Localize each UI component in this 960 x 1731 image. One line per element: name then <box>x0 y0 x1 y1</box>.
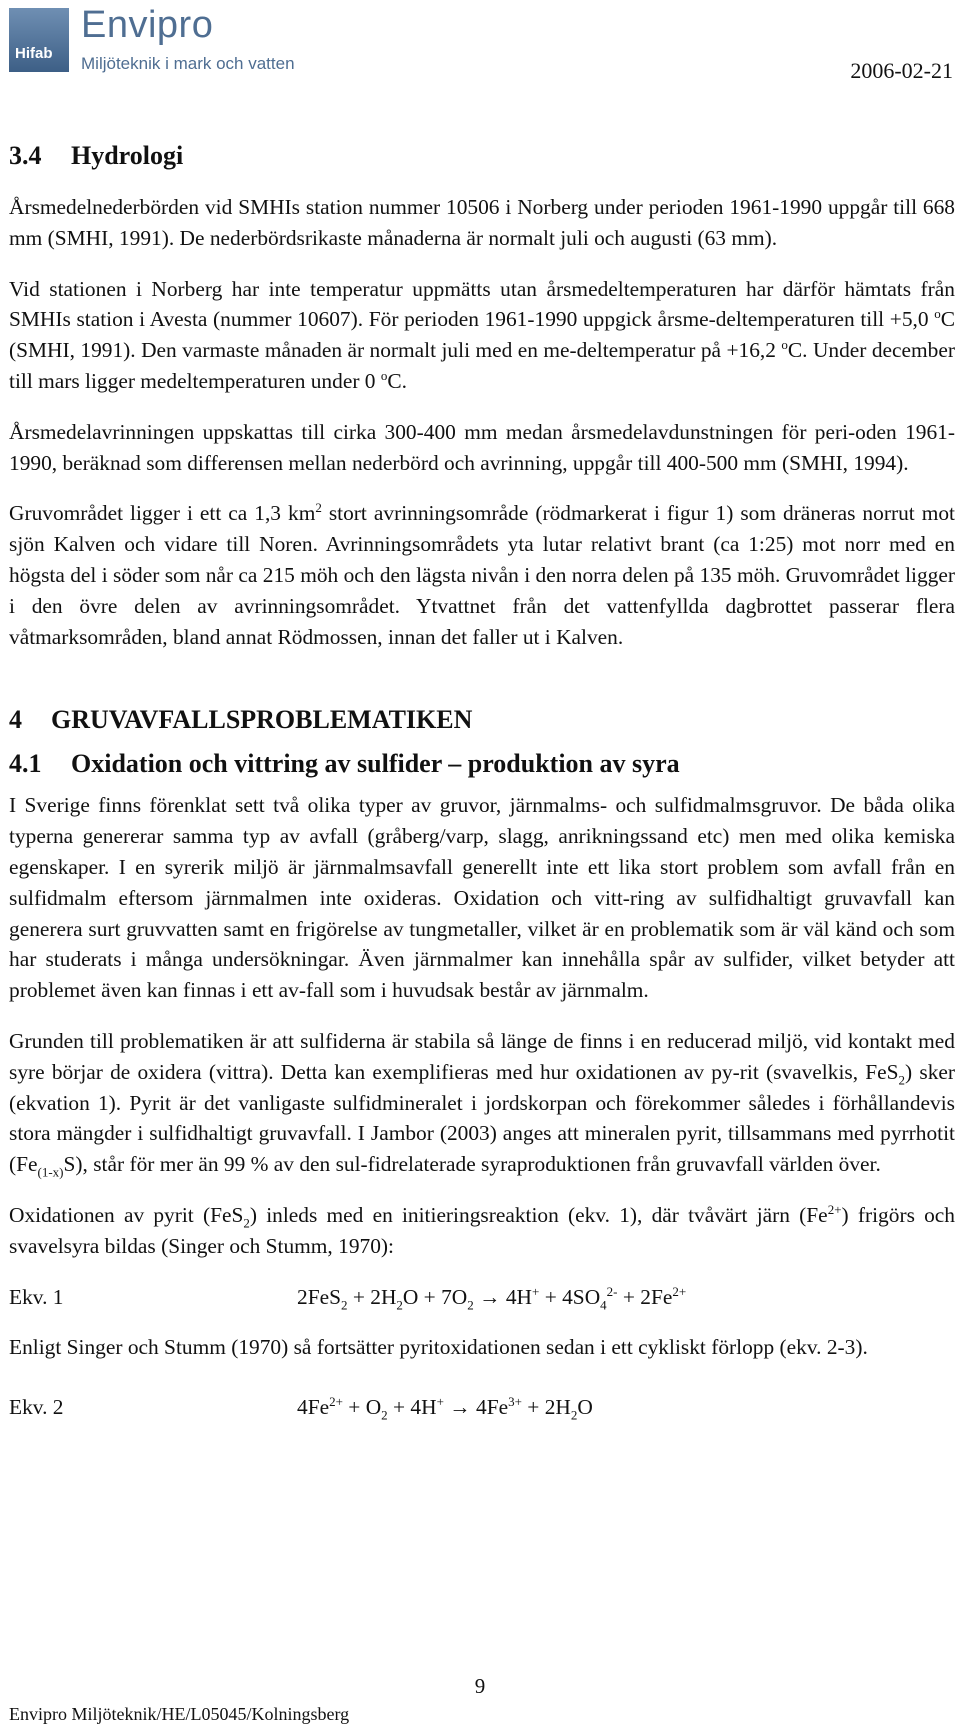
equation-2 <box>9 1392 955 1422</box>
section-number: 3.4 <box>9 141 42 170</box>
paragraph: I Sverige finns förenklat sett två olika typer av gruvor, järnmalms- och sulfidmalmsgruvor. De båda olika typerna genererar samma typ av avfall (gråberg/varp, slagg, anrikningssand etc) men med olika kemiska egenskaper. I en syrerik miljö är järnmalmsavfall generellt inte ett lika stort problem som avfall från en sulfidmalm eftersom järnmalmen inte oxideras. Oxidation och vitt-ring av sulfidhaltigt gruvavfall kan generera surt gruvvatten samt en frigörelse av tungmetaller, vilket är en problematik som är väl känd och som har studerats i många undersökningar. Även järnmalmer kan innehålla spår av sulfider, vilket betyder att problemet även kan finnas i ett av-fall som i huvudsak består av järnmalm. <box>9 793 955 1003</box>
logo-tagline: Miljöteknik i mark och vatten <box>81 54 295 73</box>
arrow-icon: → <box>473 1284 506 1309</box>
section-number: 4.1 <box>9 749 42 779</box>
paragraph: Grunden till problematiken är att sulfiderna är stabila så länge de finns i en reducerad miljö, vid kontakt med syre börjar de oxidera (vittra). Detta kan exemplifieras med hur oxidationen av py-rit (svavelkis, FeS$_2$) sker (ekvation 1). Pyrit är det vanligaste sulfidmineralet i jordskorpan och förekommer således i förhållandevis stora mängder i sulfidhaltigt gruvavfall. I Jambor (2003) anges att mineralen pyrit, tillsammans med pyrrhotit $(Fe_{(1-x)}S)$, står för mer än 99 % av den sul-fidrelaterade syraproduktionen från gruvavfall världen över. <box>9 1028 956 1180</box>
equation-label: Ekv. 2 <box>9 1395 64 1420</box>
chapter-title: GRUVAVFALLSPROBLEMATIKEN <box>51 705 473 735</box>
document-body <box>9 140 955 1442</box>
paragraph: Oxidationen av pyrit (FeS$_2$) inleds med en initieringsreaktion (ekv. 1), där tvåvärt järn $(Fe^{2+})$ frigörs och svavelsyra bildas (Singer och Stumm, 1970): <box>9 1201 955 1258</box>
equation-formula: $4Fe^{2+} + O_2 + 4H^+ \to 4Fe^{3+} + 2H_2O$ <box>297 1394 593 1423</box>
equation-formula: $2FeS_2 + 2H_2O + 7O_2 \to 4H^+ + 4SO_4^{2-} + 2Fe^{2+}$ <box>297 1283 687 1312</box>
logo-name: Envipro <box>81 4 214 46</box>
arrow-icon: → <box>443 1395 476 1420</box>
equation-label: Ekv. 1 <box>9 1284 64 1309</box>
company-logo <box>9 4 309 73</box>
section-title: Hydrologi <box>71 141 184 170</box>
heading-chapter-4 <box>9 702 955 738</box>
heading-section-3-4 <box>9 140 955 172</box>
logo-mark-text: Hifab <box>15 45 53 62</box>
hifab-logo-mark <box>9 8 69 72</box>
chapter-number: 4 <box>9 705 22 735</box>
paragraph: Enligt Singer och Stumm (1970) så fortsätter pyritoxidationen sedan i ett cykliskt förlopp (ekv. 2-3). <box>9 1334 868 1359</box>
paragraph: Gruvområdet ligger i ett ca 1,3 $km^2$ stort avrinningsområde (rödmarkerat i figur 1) som dräneras norrut mot sjön Kalven och vidare till Noren. Avrinningsområdets yta lutar relativt brant (ca 1:25) mot norr med en högsta del i söder som når ca 215 möh och den lägsta nivån i den norra delen på 135 möh. Gruvområdet ligger i den övre delen av avrinningsområdet. Ytvattnet från det vattenfyllda dagbrottet passerar flera våtmarksområden, bland annat Rödmossen, innan det faller ut i Kalven. <box>9 500 955 649</box>
paragraph: Vid stationen i Norberg har inte temperatur uppmätts utan årsmedeltemperaturen har därför hämtats från SMHIs station i Avesta (nummer 10607). För perioden 1961-1990 uppgick årsme-deltemperaturen till +5,0 $^o$C (SMHI, 1991). Den varmaste månaden är normalt juli med en me-deltemperatur på +16,2 $^o$C. Under december till mars ligger medeltemperaturen under 0 $^o$C. <box>9 276 955 393</box>
heading-section-4-1 <box>9 748 955 780</box>
page-number: 9 <box>474 1674 486 1698</box>
equation-1 <box>9 1282 955 1312</box>
footer-reference: Envipro Miljöteknik/HE/L05045/Kolningsberg <box>9 1704 350 1724</box>
paragraph: Årsmedelavrinningen uppskattas till cirka 300-400 mm medan årsmedelavdunstningen för peri-oden 1961-1990, beräknad som differensen mellan nederbörd och avrinning, uppgår till 400-500 mm (SMHI, 1994). <box>9 419 955 475</box>
document-date: 2006-02-21 <box>850 58 953 83</box>
section-title: Oxidation och vittring av sulfider – produktion av syra <box>71 749 680 779</box>
paragraph: Årsmedelnederbörden vid SMHIs station nummer 10506 i Norberg under perioden 1961-1990 uppgår till 668 mm (SMHI, 1991). De nederbördsrikaste månaderna är normalt juli och augusti (63 mm). <box>9 195 955 250</box>
